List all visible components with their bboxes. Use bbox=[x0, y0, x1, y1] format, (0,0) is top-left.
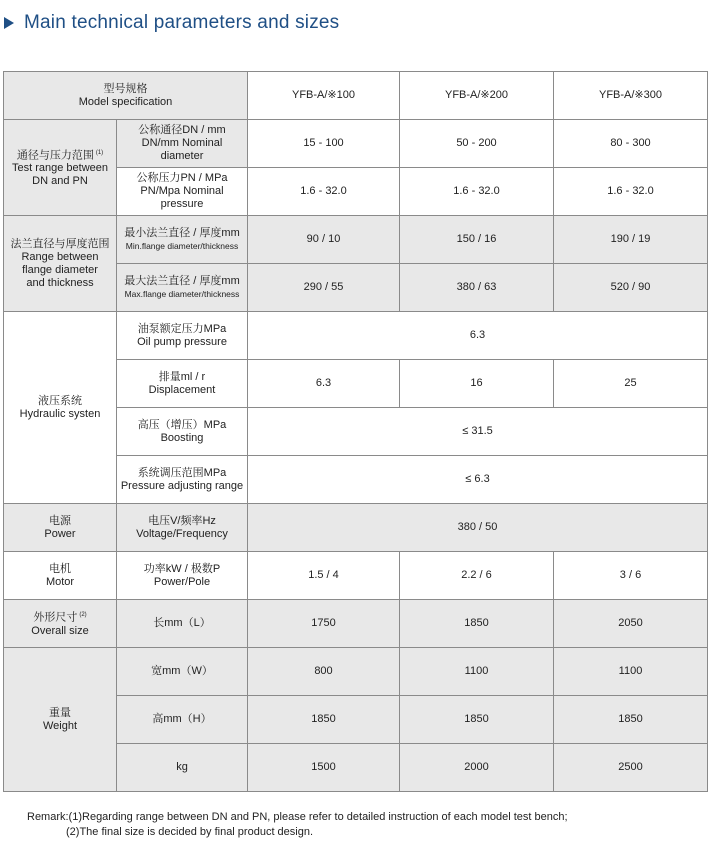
table-cell: 6.3 bbox=[248, 312, 708, 360]
table-cell: 380 / 63 bbox=[400, 264, 554, 312]
table-cell: 800 bbox=[248, 648, 400, 696]
kg-label: kg bbox=[117, 744, 248, 792]
table-header-row bbox=[4, 72, 708, 120]
length-label: 长mm（L） bbox=[117, 600, 248, 648]
oil-pump-label: 油泵额定压力MPa Oil pump pressure bbox=[117, 312, 248, 360]
overall-size-group: 外形尺寸 $^{(2)}$ Overall size bbox=[4, 600, 117, 648]
table-cell: 1100 bbox=[554, 648, 708, 696]
table-row bbox=[4, 120, 708, 168]
table-row bbox=[4, 600, 708, 648]
table-cell: 2.2 / 6 bbox=[400, 552, 554, 600]
model-header: YFB-A/※100 bbox=[248, 72, 400, 120]
table-row bbox=[4, 504, 708, 552]
table-cell: 90 / 10 bbox=[248, 216, 400, 264]
table-cell: 1.6 - 32.0 bbox=[554, 168, 708, 216]
table-cell: 1.6 - 32.0 bbox=[400, 168, 554, 216]
test-range-group: 通径与压力范围 $^{(1)}$ Test range between DN and PN bbox=[4, 120, 117, 216]
table-cell: 2500 bbox=[554, 744, 708, 792]
table-cell: 2050 bbox=[554, 600, 708, 648]
table-cell: 290 / 55 bbox=[248, 264, 400, 312]
table-cell: 3 / 6 bbox=[554, 552, 708, 600]
table-cell: 1500 bbox=[248, 744, 400, 792]
nominal-pressure-label: 公称压力PN / MPa PN/Mpa Nominal pressure bbox=[117, 168, 248, 216]
table-cell: 1850 bbox=[400, 600, 554, 648]
table-cell: ≤ 31.5 bbox=[248, 408, 708, 456]
model-header: YFB-A/※300 bbox=[554, 72, 708, 120]
power-pole-label: 功率kW / 极数P Power/Pole bbox=[117, 552, 248, 600]
boosting-label: 高压（增压）MPa Boosting bbox=[117, 408, 248, 456]
remark-line-1: Remark:(1)Regarding range between DN and PN, please refer to detailed instruction of each model test bench; bbox=[27, 811, 568, 823]
table-cell: 1.5 / 4 bbox=[248, 552, 400, 600]
triangle-bullet-icon bbox=[4, 17, 14, 29]
table-row bbox=[4, 216, 708, 264]
table-cell: 16 bbox=[400, 360, 554, 408]
nominal-diameter-label: 公称通径DN / mm DN/mm Nominal diameter bbox=[117, 120, 248, 168]
motor-group: 电机 Motor bbox=[4, 552, 117, 600]
table-cell: 50 - 200 bbox=[400, 120, 554, 168]
table-cell: 1100 bbox=[400, 648, 554, 696]
table-cell: 2000 bbox=[400, 744, 554, 792]
table-cell: 6.3 bbox=[248, 360, 400, 408]
power-group: 电源 Power bbox=[4, 504, 117, 552]
table-row bbox=[4, 648, 708, 696]
section-title-text: Main technical parameters and sizes bbox=[24, 12, 340, 33]
hydraulic-group: 液压系统 Hydraulic systen bbox=[4, 312, 117, 504]
table-row bbox=[4, 312, 708, 360]
table-cell: 150 / 16 bbox=[400, 216, 554, 264]
table-cell: 190 / 19 bbox=[554, 216, 708, 264]
height-label: 高mm（H） bbox=[117, 696, 248, 744]
flange-group: 法兰直径与厚度范围 Range between flange diameter and thickness bbox=[4, 216, 117, 312]
min-flange-label: 最小法兰直径 / 厚度mm Min.flange diameter/thickness bbox=[117, 216, 248, 264]
remark-line-2: (2)The final size is decided by final product design. bbox=[66, 826, 314, 838]
table-cell: 15 - 100 bbox=[248, 120, 400, 168]
table-cell: 1850 bbox=[554, 696, 708, 744]
max-flange-label: 最大法兰直径 / 厚度mm Max.flange diameter/thickness bbox=[117, 264, 248, 312]
table-cell: 380 / 50 bbox=[248, 504, 708, 552]
model-spec-header: 型号规格 Model specification bbox=[4, 72, 248, 120]
remarks bbox=[27, 810, 568, 840]
displacement-label: 排量ml / r Displacement bbox=[117, 360, 248, 408]
table-cell: 1750 bbox=[248, 600, 400, 648]
pressure-adjusting-label: 系统调压范围MPa Pressure adjusting range bbox=[117, 456, 248, 504]
spec-table bbox=[3, 71, 708, 792]
table-cell: 80 - 300 bbox=[554, 120, 708, 168]
weight-group: 重量 Weight bbox=[4, 648, 117, 792]
table-row bbox=[4, 552, 708, 600]
section-title bbox=[4, 10, 339, 36]
voltage-label: 电压V/频率Hz Voltage/Frequency bbox=[117, 504, 248, 552]
model-header: YFB-A/※200 bbox=[400, 72, 554, 120]
width-label: 宽mm（W） bbox=[117, 648, 248, 696]
table-cell: 1850 bbox=[400, 696, 554, 744]
table-cell: 25 bbox=[554, 360, 708, 408]
table-cell: 1.6 - 32.0 bbox=[248, 168, 400, 216]
table-cell: 1850 bbox=[248, 696, 400, 744]
table-cell: ≤ 6.3 bbox=[248, 456, 708, 504]
table-cell: 520 / 90 bbox=[554, 264, 708, 312]
